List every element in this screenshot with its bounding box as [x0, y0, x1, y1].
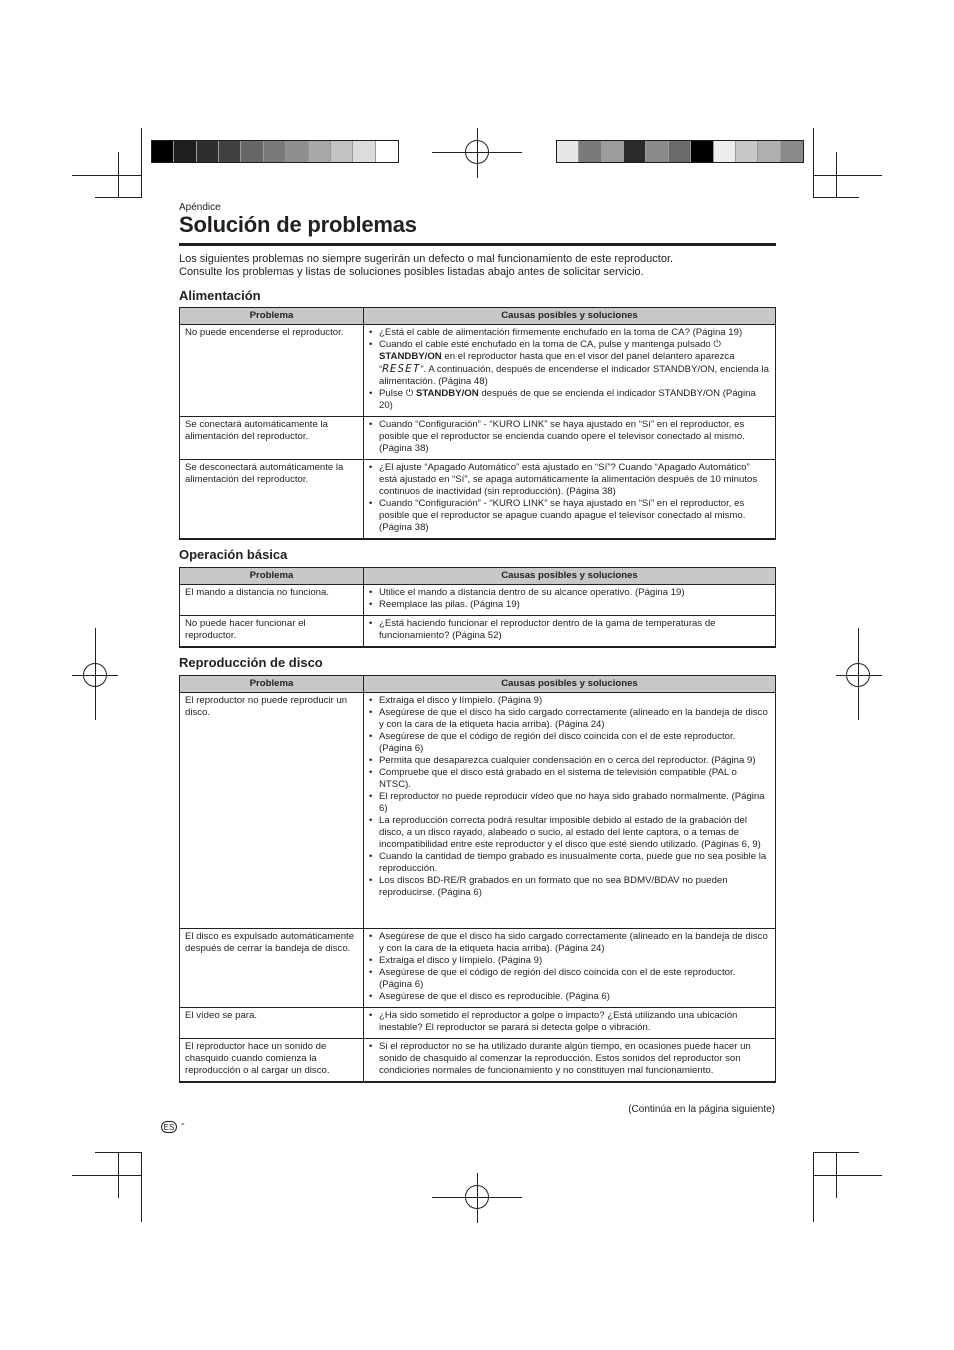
power-icon: ⏻ [405, 388, 414, 399]
causes-cell [364, 616, 776, 648]
section-heading-alimentacion: Alimentación [179, 288, 261, 303]
color-swatch [602, 141, 624, 162]
item-text: Cuando el cable esté enchufado en la toma de CA, pulse y mantenga pulsado [379, 339, 711, 350]
causes-cell [364, 693, 776, 929]
color-swatch [758, 141, 780, 162]
problem-cell: Se conectará automáticamente la alimentación del reproductor. [180, 417, 364, 460]
causes-cell [364, 1039, 776, 1083]
color-swatch [714, 141, 736, 162]
table-row [180, 616, 776, 648]
solutions-list [369, 462, 770, 534]
solutions-list [369, 419, 770, 455]
table-alimentacion [179, 307, 776, 540]
intro-text [179, 253, 776, 279]
list-item: • ¿Está el cable de alimentación firmemente enchufado en la toma de CA? (Página 19) [379, 327, 770, 339]
problem-cell: El reproductor no puede reproducir un disco. [180, 693, 364, 929]
problem-cell: No puede hacer funcionar el reproductor. [180, 616, 364, 648]
table-row [180, 460, 776, 540]
problem-cell: No puede encenderse el reproductor. [180, 325, 364, 417]
table-reproduccion [179, 675, 776, 1083]
solutions-list [369, 327, 770, 412]
intro-line: Consulte los problemas y listas de soluciones posibles listadas abajo antes de solicitar servicio. [179, 266, 644, 278]
item-text: en el reproductor hasta que en el visor del panel delantero aparezca “ [379, 351, 735, 375]
power-icon: ⏻ [713, 339, 722, 350]
section-heading-reproduccion: Reproducción de disco [179, 655, 323, 670]
list-item: • Cuando “Configuración” - “KURO LINK” se haya ajustado en “Sí” en el reproductor, es posible que el reproductor se apague cuando apague el televisor conectado al mismo. (Página 38) [379, 498, 770, 534]
solutions-list [369, 618, 770, 642]
item-text: Pulse [379, 388, 403, 399]
color-swatch [219, 141, 241, 162]
continued-note: (Continúa en la página siguiente) [628, 1104, 775, 1115]
color-swatch [241, 141, 263, 162]
list-item: • Si el reproductor no se ha utilizado durante algún tiempo, en ocasiones puede hacer un sonido de chasquido al comenzar la reproducción. Estos sonidos del reproductor son condiciones normales de funcionamiento y no constituyen mal funcionamiento. [379, 1041, 770, 1077]
color-swatch [557, 141, 579, 162]
color-swatch [152, 141, 174, 162]
table-row [180, 1039, 776, 1083]
table-row [180, 1008, 776, 1039]
color-bar-left [151, 140, 399, 163]
solutions-list [369, 1010, 770, 1034]
color-swatch [781, 141, 803, 162]
list-item: • ¿Ha sido sometido el reproductor a golpe o impacto? ¿Está utilizando una ubicación inestable? El reproductor se parará si detecta golpe o vibración. [379, 1010, 770, 1034]
table-row [180, 929, 776, 1008]
color-swatch [624, 141, 646, 162]
problem-cell: El reproductor hace un sonido de chasquido cuando comienza la reproducción o al cargar un disco. [180, 1039, 364, 1083]
causes-cell [364, 585, 776, 616]
list-item: • Extraiga el disco y límpielo. (Página 9) [379, 955, 770, 967]
color-swatch [286, 141, 308, 162]
list-item: • Cuando la cantidad de tiempo grabado es inusualmente corta, puede gue no sea posible la reproducción. [379, 851, 770, 875]
color-swatch [736, 141, 758, 162]
color-swatch [197, 141, 219, 162]
intro-line: Los siguientes problemas no siempre sugerirán un defecto o mal funcionamiento de este reproductor. [179, 253, 674, 265]
column-header-problem: Problema [180, 568, 364, 585]
solutions-list [369, 931, 770, 1003]
causes-cell [364, 325, 776, 417]
color-swatch [669, 141, 691, 162]
list-item: • Asegúrese de que el disco ha sido cargado correctamente (alineado en la bandeja de disco y con la cara de la etiqueta hacia arriba). (Página 24) [379, 707, 770, 731]
language-badge: ES [161, 1121, 177, 1133]
list-item: • El reproductor no puede reproducir vídeo que no haya sido grabado normalmente. (Página 6) [379, 791, 770, 815]
problem-cell: El disco es expulsado automáticamente después de cerrar la bandeja de disco. [180, 929, 364, 1008]
list-item: • Cuando “Configuración” - “KURO LINK” se haya ajustado en “Sí” en el reproductor, es posible que el reproductor se encienda cuando opere el televisor conectado al mismo. (Página 38) [379, 419, 770, 455]
list-item: • Compruebe que el disco está grabado en el sistema de televisión compatible (PAL o NTSC). [379, 767, 770, 791]
problem-cell: Se desconectará automáticamente la alimentación del reproductor. [180, 460, 364, 540]
list-item: • La reproducción correcta podrá resultar imposible debido al estado de la grabación del disco, a un disco rayado, alabeado o sucio, al estado del lente captora, o a temas de incompatibilidad entre este reproductor y el disco que esté siendo utilizado. (Páginas 6, 9) [379, 815, 770, 851]
color-swatch [691, 141, 713, 162]
list-item: • Asegúrese de que el disco es reproducible. (Página 6) [379, 991, 770, 1003]
solutions-list [369, 1041, 770, 1077]
section-label: Apéndice [179, 202, 221, 213]
list-item: • Extraiga el disco y límpielo. (Página 9) [379, 695, 770, 707]
list-item: • Utilice el mando a distancia dentro de su alcance operativo. (Página 19) [379, 587, 770, 599]
item-text: ”. A continuación, después de encenderse el indicador STANDBY/ON, encienda la alimentación. (Página 48) [379, 364, 769, 387]
list-item: • Permita que desaparezca cualquier condensación en o cerca del reproductor. (Página 9) [379, 755, 770, 767]
standby-on-label: STANDBY/ON [379, 351, 442, 362]
reset-display-text: RESET [382, 362, 421, 375]
list-item [379, 339, 770, 388]
causes-cell [364, 460, 776, 540]
color-swatch [309, 141, 331, 162]
solutions-list [369, 587, 770, 611]
color-swatch [264, 141, 286, 162]
standby-on-label: STANDBY/ON [415, 388, 479, 399]
table-row [180, 585, 776, 616]
color-swatch [353, 141, 375, 162]
problem-cell: El mando a distancia no funciona. [180, 585, 364, 616]
table-row [180, 693, 776, 929]
column-header-causes: Causas posibles y soluciones [364, 676, 776, 693]
list-item [379, 388, 770, 412]
item-text: después de que se encienda el indicador STANDBY/ON (Página 20) [379, 388, 756, 411]
color-swatch [646, 141, 668, 162]
column-header-problem: Problema [180, 308, 364, 325]
list-item: • Asegúrese de que el código de región del disco coincida con el de este reproductor. (Página 6) [379, 967, 770, 991]
causes-cell [364, 929, 776, 1008]
page-number-dash: - [181, 1118, 185, 1130]
color-swatch [174, 141, 196, 162]
page-title: Solución de problemas [179, 212, 417, 237]
causes-cell [364, 417, 776, 460]
column-header-causes: Causas posibles y soluciones [364, 308, 776, 325]
table-row [180, 417, 776, 460]
color-swatch [579, 141, 601, 162]
color-swatch [376, 141, 398, 162]
section-heading-operacion: Operación básica [179, 547, 288, 562]
table-row [180, 325, 776, 417]
list-item: • ¿Está haciendo funcionar el reproductor dentro de la gama de temperaturas de funcionamiento? (Página 52) [379, 618, 770, 642]
list-item: • Los discos BD-RE/R grabados en un formato que no sea BDMV/BDAV no pueden reproducirse. (Página 6) [379, 875, 770, 899]
solutions-list [369, 695, 770, 899]
list-item: • ¿El ajuste “Apagado Automático” está ajustado en “Sí”? Cuando “Apagado Automático” está ajustado en “Sí”, se apaga automáticamente la alimentación después de 10 minutos continuos de inactividad (sin reproducción). (Página 38) [379, 462, 770, 498]
title-rule [179, 243, 776, 246]
problem-cell: El vídeo se para. [180, 1008, 364, 1039]
color-swatch [331, 141, 353, 162]
list-item: • Asegúrese de que el disco ha sido cargado correctamente (alineado en la bandeja de disco y con la cara de la etiqueta hacia arriba). (Página 24) [379, 931, 770, 955]
list-item: • Asegúrese de que el código de región del disco coincida con el de este reproductor. (Página 6) [379, 731, 770, 755]
column-header-causes: Causas posibles y soluciones [364, 568, 776, 585]
causes-cell [364, 1008, 776, 1039]
column-header-problem: Problema [180, 676, 364, 693]
color-bar-right [556, 140, 804, 163]
table-operacion [179, 567, 776, 648]
list-item: • Reemplace las pilas. (Página 19) [379, 599, 770, 611]
